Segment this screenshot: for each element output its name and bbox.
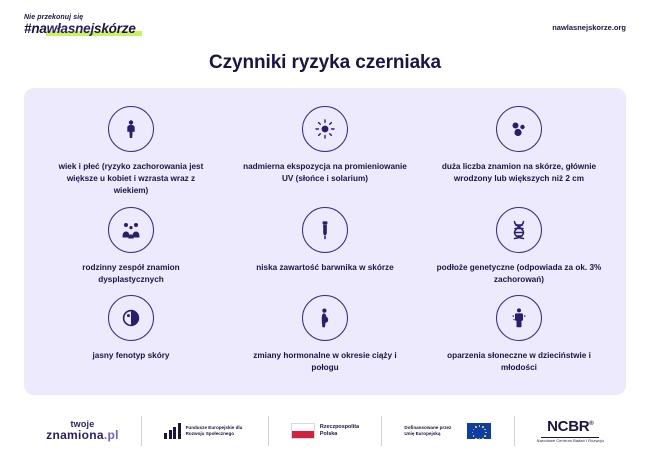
- page-title: Czynniki ryzyka czerniaka: [209, 52, 441, 73]
- risk-factor-item: [422, 295, 616, 374]
- brand-hashtag: [24, 22, 136, 36]
- logo-twoje-znamiona[interactable]: [24, 410, 141, 452]
- risk-factor-label: jasny fenotyp skóry: [92, 351, 170, 361]
- sunburn-child-icon: [496, 295, 542, 341]
- page-header: [24, 14, 626, 44]
- rp-label: Rzeczpospolita Polska: [319, 423, 360, 437]
- risk-factor-item: [422, 106, 616, 197]
- risk-factor-item: [422, 207, 616, 286]
- risk-factor-label: zmiany hormonalne w okresie ciąży i połogu: [253, 351, 397, 373]
- risk-factor-label: rodzinny zespół znamion dysplastycznych: [82, 262, 180, 284]
- risk-factor-label: wiek i płeć (ryzyko zachorowania jest większe u kobiet i wzrasta wraz z wiekiem): [58, 162, 204, 195]
- eu-flag-icon: [467, 423, 491, 439]
- pregnancy-icon: [302, 295, 348, 341]
- brand-word-na: na: [31, 21, 47, 37]
- risk-factor-item: [228, 295, 422, 374]
- eu-funds-bars-icon: [164, 423, 181, 439]
- ncbr-registered-icon: ®: [589, 420, 594, 427]
- logo-fundusze-europejskie: [142, 410, 268, 452]
- risk-factor-label: oparzenia słoneczne w dzieciństwie i młodości: [447, 351, 591, 373]
- risk-factor-item: [34, 295, 228, 374]
- brand-tagline: Nie przekonuj się: [24, 14, 84, 21]
- risk-factor-label: podłoże genetyczne (odpowiada za ok. 3% zachorowań): [436, 262, 602, 284]
- risk-factor-label: duża liczba znamion na skórze, głównie wrodzony lub większych niż 2 cm: [441, 162, 597, 183]
- risk-factor-item: [228, 106, 422, 197]
- footer-logo-bar: [24, 410, 626, 452]
- logo-znamiona-line1: twoje: [70, 418, 95, 429]
- risk-factors-grid: [34, 106, 616, 384]
- poland-flag-icon: [291, 423, 315, 439]
- dropper-icon: [302, 207, 348, 253]
- risk-factor-label: niska zawartość barwnika w skórze: [256, 262, 394, 272]
- risk-factor-item: [34, 207, 228, 286]
- brand-word-wlasnej: własnej: [46, 21, 95, 37]
- logo-rzeczpospolita-polska: [269, 410, 382, 452]
- skin-tone-icon: [108, 295, 154, 341]
- risk-factor-item: [228, 207, 422, 286]
- family-icon: [108, 207, 154, 253]
- ncbr-subtitle: Narodowe Centrum Badań i Rozwoju: [536, 438, 604, 444]
- risk-factors-card: [24, 88, 626, 395]
- site-url[interactable]: nawlasnejskorze.org: [552, 23, 626, 32]
- brand-word-skorze: skórze: [94, 21, 136, 37]
- logo-unia-europejska: [382, 410, 513, 452]
- eu-funding-label: Dofinansowane przez Unię Europejską: [404, 424, 452, 436]
- brand-logo: [24, 14, 136, 38]
- logo-ncbr: [515, 410, 627, 452]
- brand-hash: #: [24, 21, 32, 37]
- eu-funds-label: Fundusze Europejskie dla Rozwoju Społecznego: [185, 424, 243, 436]
- moles-icon: [496, 106, 542, 152]
- ncbr-wordmark: NCBR®: [547, 417, 594, 435]
- risk-factor-item: [34, 106, 228, 197]
- risk-factor-label: nadmierna ekspozycja na promieniowanie UV (słońce i solarium): [243, 162, 407, 183]
- logo-znamiona-line2: znamiona.pl: [46, 428, 119, 443]
- sun-icon: [302, 106, 348, 152]
- dna-icon: [496, 207, 542, 253]
- person-icon: [108, 106, 154, 152]
- logo-znamiona-tld: .pl: [103, 428, 119, 443]
